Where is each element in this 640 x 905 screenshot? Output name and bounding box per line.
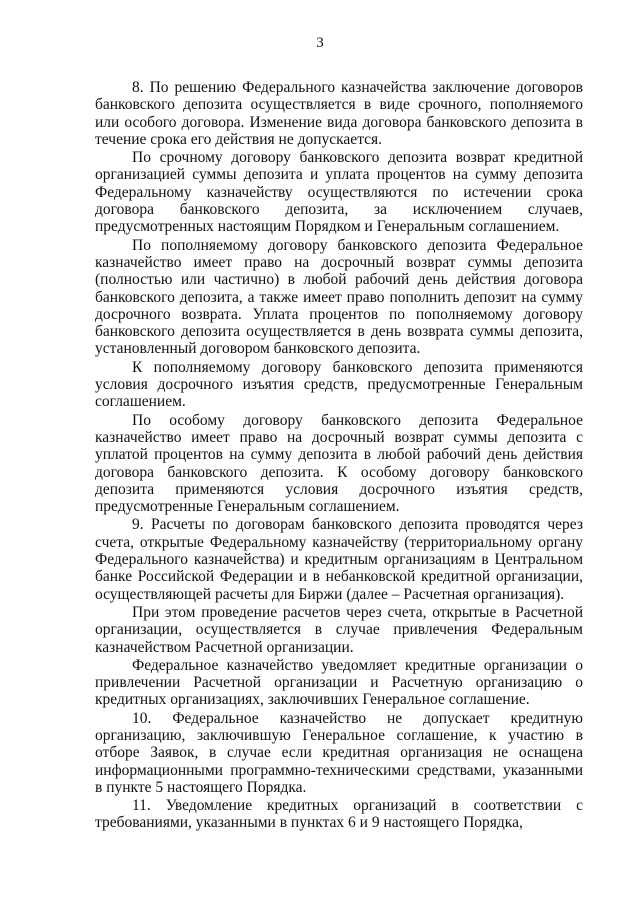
- paragraph-fixed-term-deposit: По срочному договору банковского депозита возврат кредитной организацией суммы депозита и уплата процентов на сумму депозита Федеральному казначейству осуществляются по истечении срока договора банковского депозита, за исключением случаев, предусмотренных настоящим Порядком и Генеральным соглашением.: [95, 149, 583, 236]
- paragraph-settlement-organization: При этом проведение расчетов через счета, открытые в Расчетной организации, осуществляется в случае привлечения Федеральным казначейством Расчетной организации.: [95, 603, 583, 656]
- document-body: [95, 79, 583, 832]
- page-number: 3: [316, 35, 324, 51]
- paragraph-9: 9. Расчеты по договорам банковского депозита проводятся через счета, открытые Федеральному казначейству (территориальному органу Федерального казначейства) и кредитным организациям в Центральном банке Российской Федерации и в небанковской кредитной организации, осуществляющей расчеты для Биржи (далее – Расчетная организация).: [95, 516, 583, 603]
- paragraph-11: 11. Уведомление кредитных организаций в соответствии с требованиями, указанными в пунктах 6 и 9 настоящего Порядка,: [95, 797, 583, 832]
- paragraph-notification: Федеральное казначейство уведомляет кредитные организации о привлечении Расчетной организации и Расчетную организацию о кредитных организациях, заключивших Генеральное соглашение.: [95, 656, 583, 709]
- paragraph-8: 8. По решению Федерального казначейства заключение договоров банковского депозита осуществляется в виде срочного, пополняемого или особого договора. Изменение вида договора банковского депозита в течение срока его действия не допускается.: [95, 79, 583, 148]
- paragraph-special-deposit: По особому договору банковского депозита Федеральное казначейство имеет право на досрочный возврат суммы депозита с уплатой процентов на сумму депозита в любой рабочий день действия договора банковского депозита. К особому договору банковского депозита применяются условия досрочного изъятия средств, предусмотренные Генеральным соглашением.: [95, 411, 583, 516]
- paragraph-10: 10. Федеральное казначейство не допускает кредитную организацию, заключившую Генеральное соглашение, к участию в отборе Заявок, в случае если кредитная организация не оснащена информационными программно-техническими средствами, указанными в пункте 5 настоящего Порядка.: [95, 709, 583, 796]
- paragraph-replenishable-withdrawal-terms: К пополняемому договору банковского депозита применяются условия досрочного изъятия средств, предусмотренные Генеральным соглашением.: [95, 358, 583, 411]
- paragraph-replenishable-deposit: По пополняемому договору банковского депозита Федеральное казначейство имеет право на досрочный возврат суммы депозита (полностью или частично) в любой рабочий день действия договора банковского депозита, а также имеет право пополнить депозит на сумму досрочного возврата. Уплата процентов по пополняемому договору банковского депозита осуществляется в день возврата суммы депозита, установленный договором банковского депозита.: [95, 236, 583, 358]
